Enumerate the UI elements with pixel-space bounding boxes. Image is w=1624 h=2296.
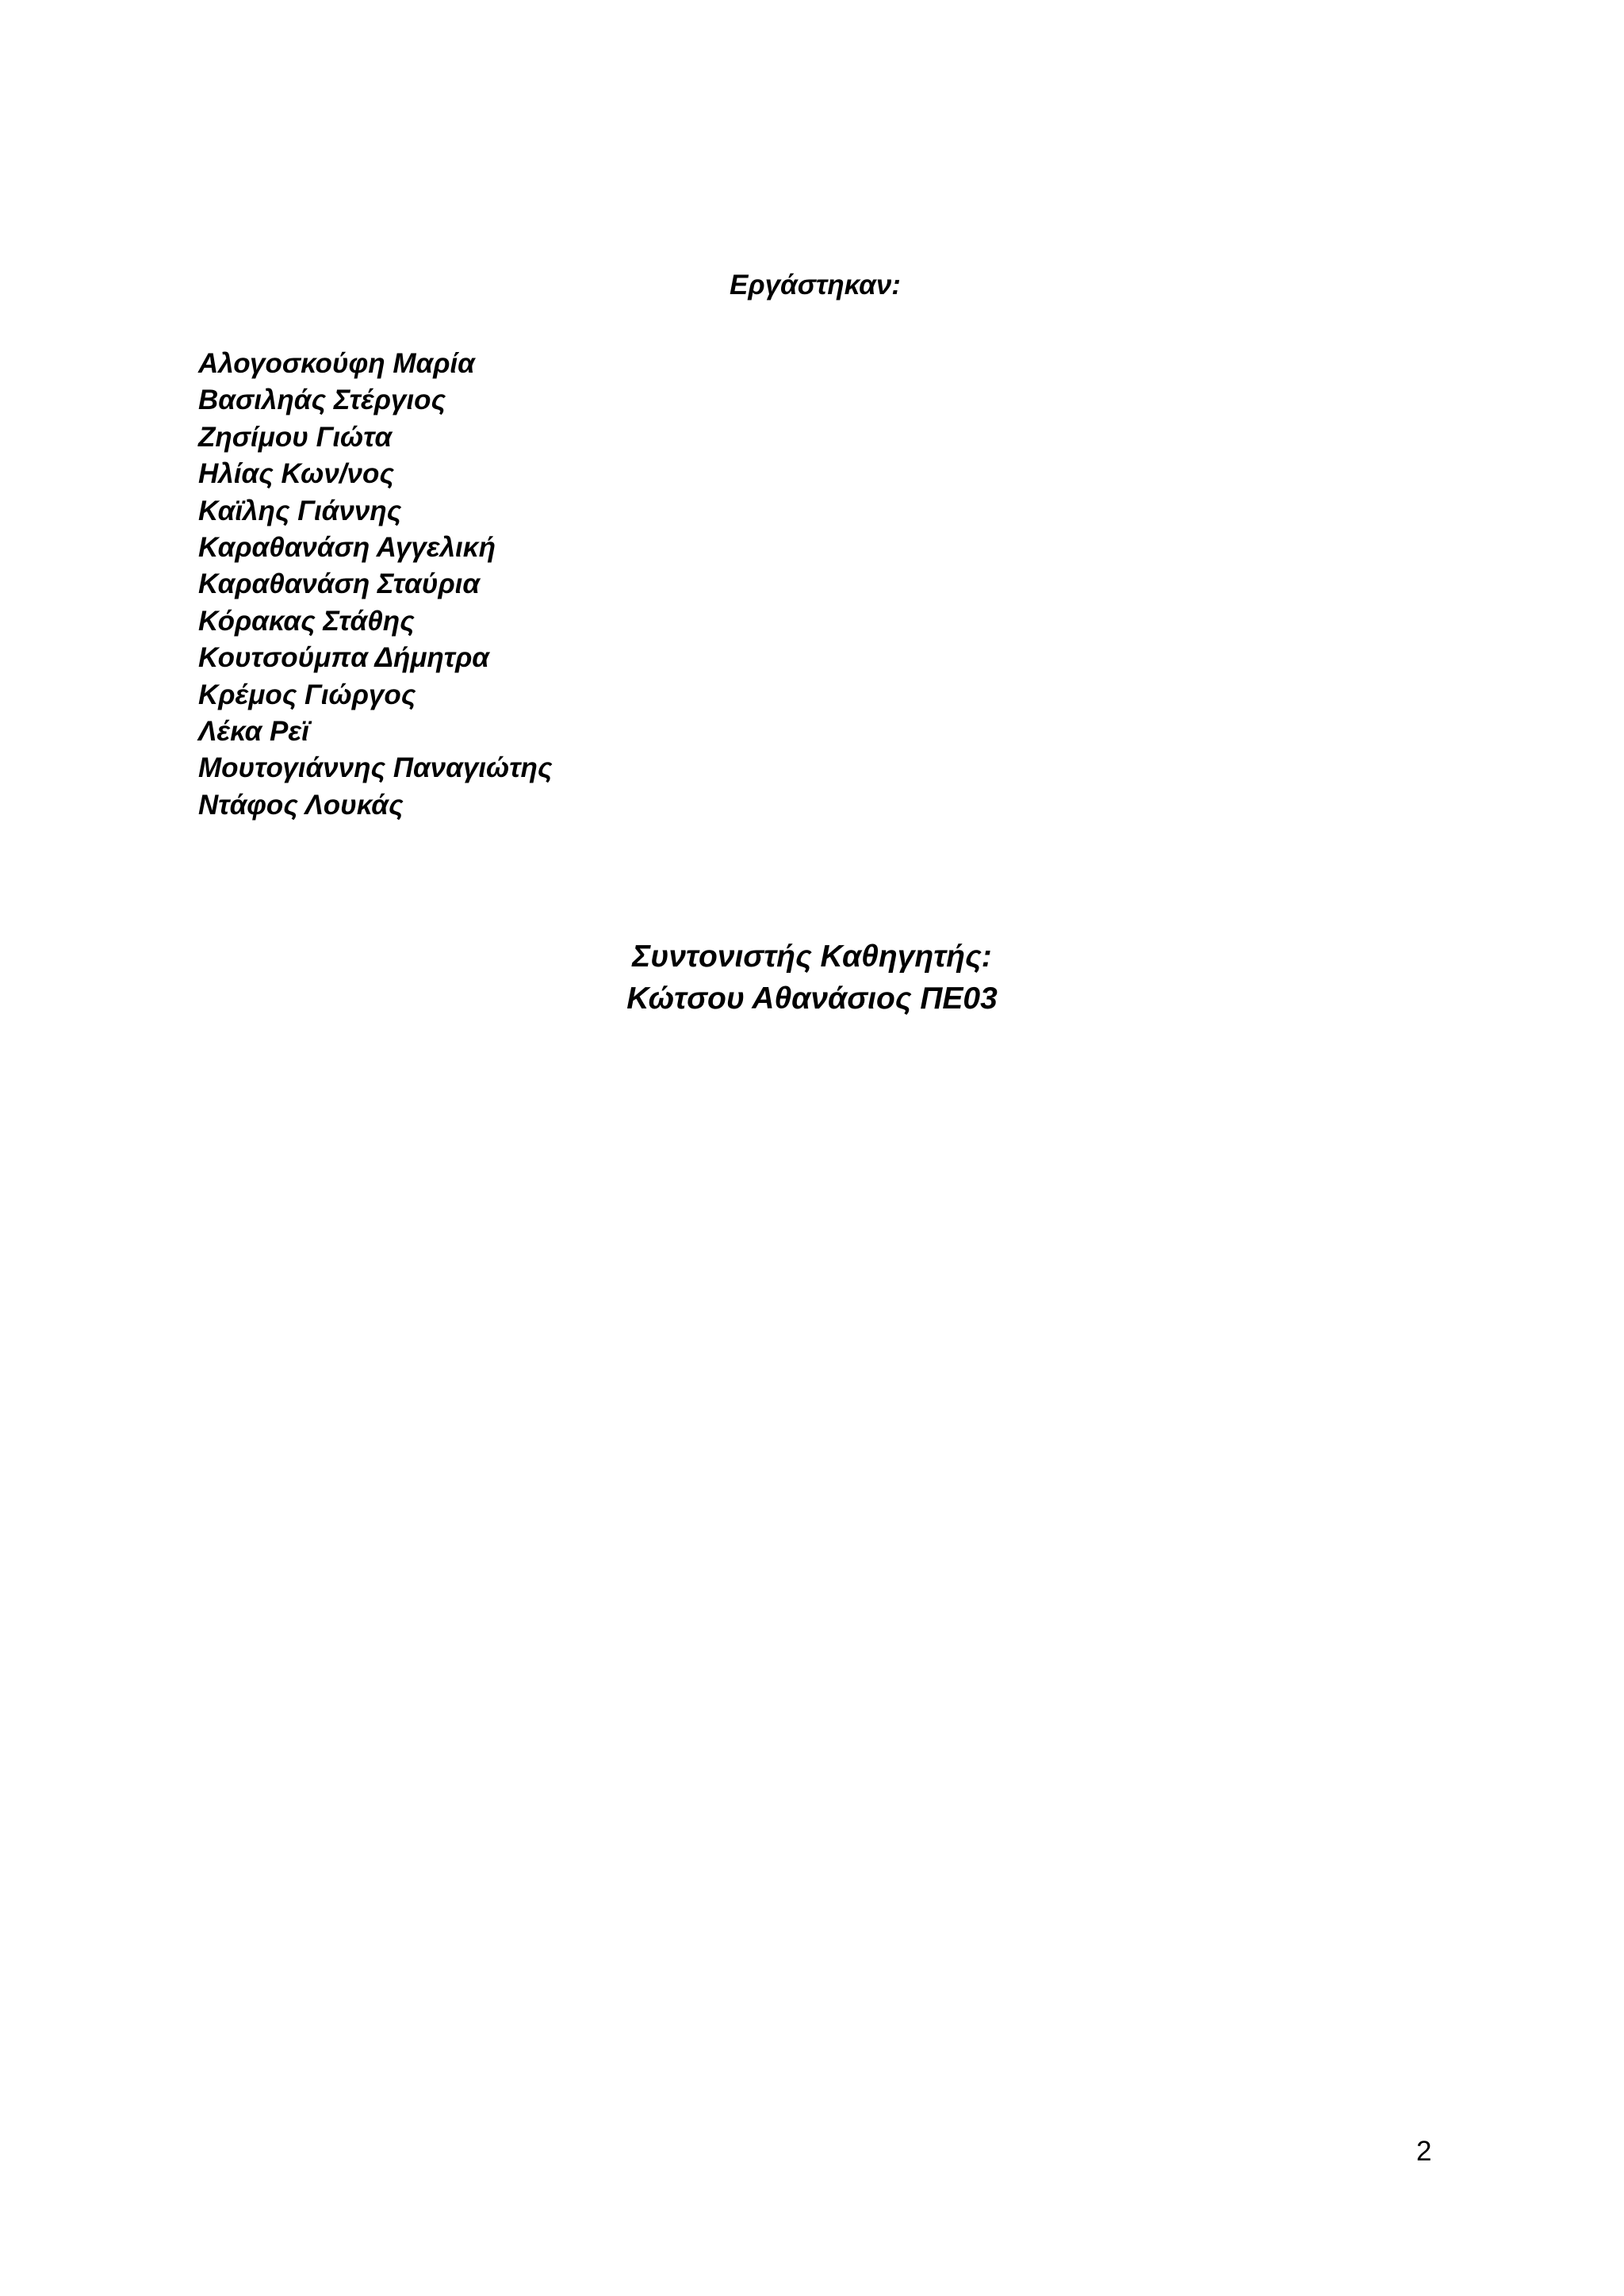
contributors-heading: Εργάστηκαν:: [730, 270, 901, 300]
page-number: 2: [1416, 2136, 1432, 2167]
contributor-name: Κουτσούμπα Δήμητρα: [198, 642, 490, 674]
contributor-name: Αλογοσκούφη Μαρία: [198, 348, 475, 379]
coordinator-label: Συντονιστής Καθηγητής:: [632, 939, 992, 974]
coordinator-name: Κώτσου Αθανάσιος ΠΕ03: [626, 982, 998, 1016]
contributor-name: Μουτογιάννης Παναγιώτης: [198, 752, 553, 784]
contributor-name: Ντάφος Λουκάς: [198, 789, 404, 821]
contributor-name: Ηλίας Κων/νος: [198, 458, 394, 490]
coordinator-block: [0, 936, 1624, 1020]
contributor-name: Βασιληάς Στέργιος: [198, 385, 446, 416]
contributor-name: Ζησίμου Γιώτα: [198, 421, 393, 453]
contributor-name: Κρέμος Γιώργος: [198, 679, 416, 710]
contributor-name: Καραθανάση Αγγελική: [198, 532, 496, 564]
contributor-name: Λέκα Ρεϊ: [198, 716, 309, 748]
contributors-list: [198, 346, 553, 824]
contributor-name: Καϊλης Γιάννης: [198, 495, 402, 526]
contributor-name: Καραθανάση Σταύρια: [198, 568, 481, 600]
contributor-name: Κόρακας Στάθης: [198, 605, 415, 637]
